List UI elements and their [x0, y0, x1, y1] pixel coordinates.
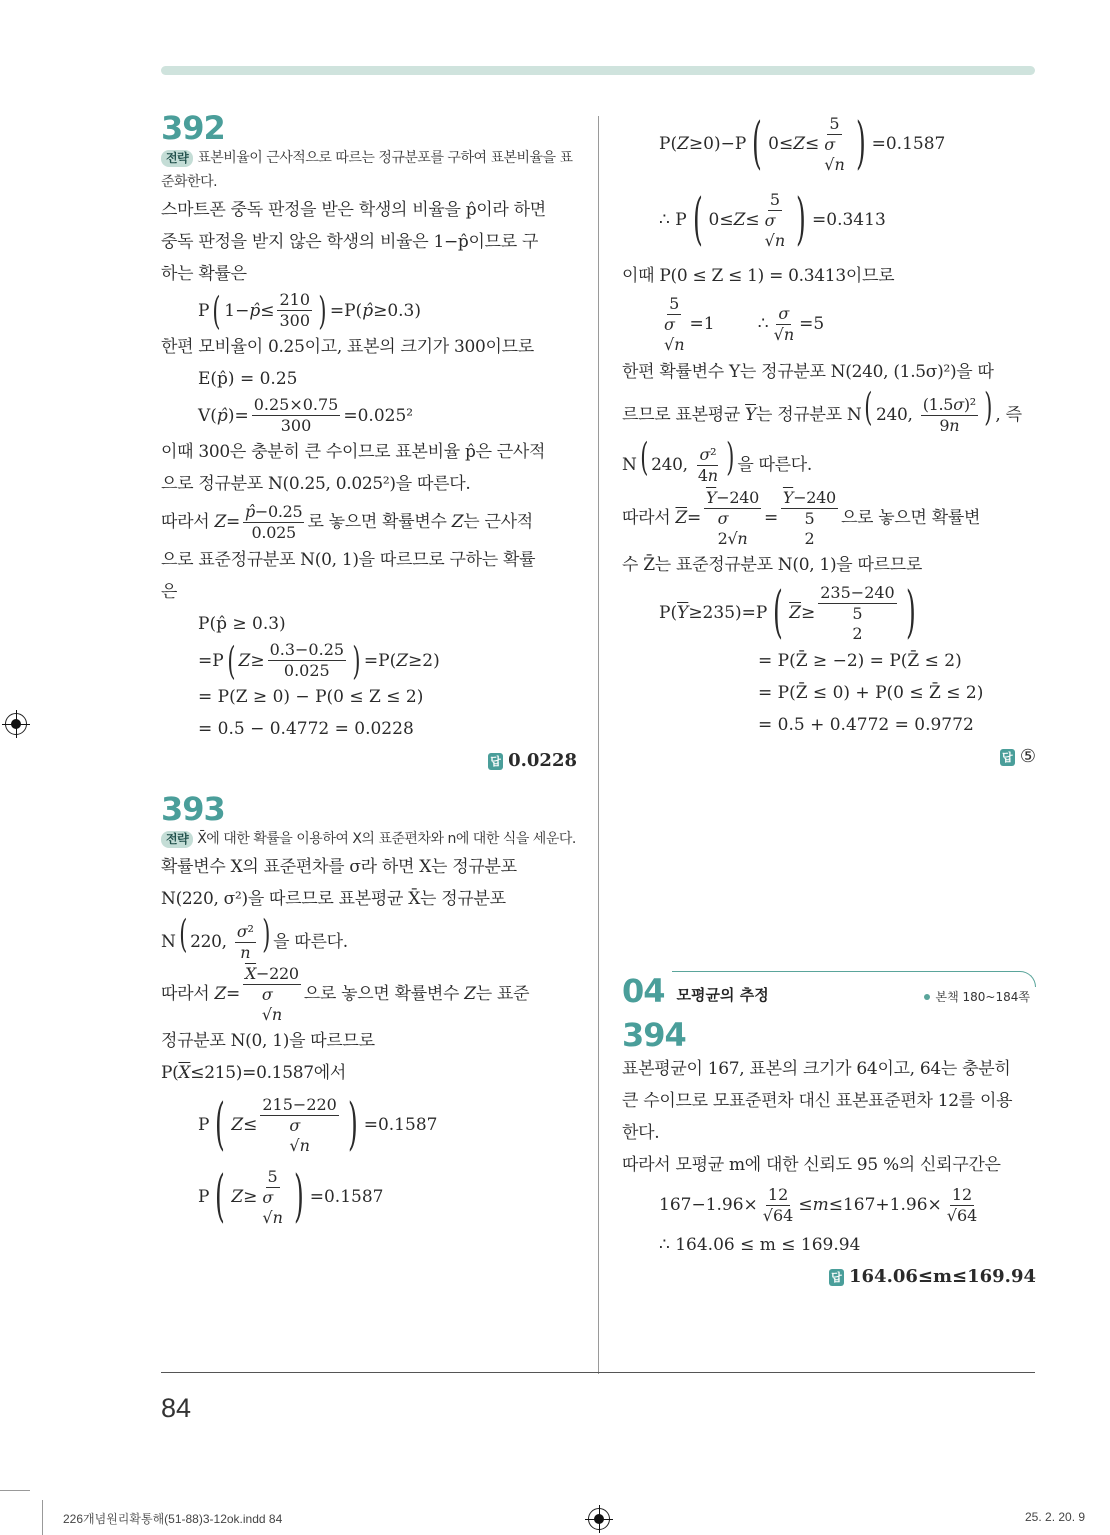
column-divider: [598, 116, 599, 1374]
problem-number-392: 392: [161, 109, 225, 147]
strategy-tag: 전략: [161, 150, 193, 167]
text-line: N( 240, $\frac{\text{σ²}}{4n}$ ) 을 따른다.: [622, 435, 813, 485]
crop-mark: [42, 1500, 43, 1535]
text-line: 확률변수 X의 표준편차를 σ라 하면 X는 정규분포: [161, 857, 517, 877]
strategy-392: [161, 146, 577, 194]
registration-mark-icon: [5, 713, 27, 735]
bullet-icon: [924, 994, 930, 1000]
file-slug: 226개념원리확통해(51-88)3-12ok.indd 84: [63, 1512, 283, 1526]
equation: P( Z ≥0)−P ( 0≤ Z ≤ 5 σ √n ) =0.1587: [659, 111, 946, 176]
equation: V( p̂ )= $\frac{0.25\times 0.75}{300}$ =0.025²: [198, 395, 414, 435]
equation: = 0.5 − 0.4772 = 0.0228: [198, 719, 414, 739]
equation: P ( Z ≥ 5 σ √n ) =0.1587: [198, 1164, 384, 1229]
section-header-rule: [672, 971, 1036, 987]
text-line: 으로 정규분포 N(0.25, 0.025²)을 따른다.: [161, 474, 471, 494]
equation: P ( 1− p̂ ≤ $\frac{210}{300}$ ) =P( p̂ ≥0.3): [198, 288, 421, 333]
text-line: 따라서 모평균 m에 대한 신뢰도 95 %의 신뢰구간은: [622, 1155, 1001, 1175]
text-line: N(220, σ²)을 따르므로 표본평균 X̄는 정규분포: [161, 889, 506, 909]
text-line: 표본평균이 167, 표본의 크기가 64이고, 64는 충분히: [622, 1059, 1011, 1079]
answer-icon: 답: [829, 1269, 844, 1286]
text-line: 은: [161, 582, 178, 602]
crop-mark: [0, 1490, 30, 1491]
equation: P(p̂ ≥ 0.3): [198, 614, 286, 634]
text-line: 스마트폰 중독 판정을 받은 학생의 비율을 p̂이라 하면: [161, 200, 546, 220]
equation: ∴ P ( 0≤ Z ≤ 5 σ √n ) =0.3413: [659, 187, 886, 252]
equation: = P(Z ≥ 0) − P(0 ≤ Z ≤ 2): [198, 687, 424, 707]
equation: = 0.5 + 0.4772 = 0.9772: [758, 715, 974, 735]
equation: ∴ 164.06 ≤ m ≤ 169.94: [659, 1235, 861, 1255]
text-line: N( 220, $\frac{\text{σ²}}{n}$ ) 을 따른다.: [161, 912, 348, 962]
section-header: [622, 969, 1036, 1009]
page-number: 84: [161, 1393, 192, 1423]
right-column: [622, 108, 1036, 1293]
text-line: 수 Z̄는 표준정규분포 N(0, 1)을 따르므로: [622, 555, 922, 575]
text-line: 이때 300은 충분히 큰 수이므로 표본비율 p̂은 근사적: [161, 442, 546, 462]
text-line: 따라서 $\overline{Z}=$ $\overline{Y}-240$ σ 2√n = $\overline{Y}-240$ 5 2 으로 놓으면 확률변: [622, 488, 981, 548]
text-line: 한편 모비율이 0.25이고, 표본의 크기가 300이므로: [161, 337, 534, 357]
equation: P( $\overline{Y}$ ≥235)=P ( $\overline{Z}$ ≥ 235−240 5 2 ): [659, 580, 916, 645]
text-line: 르므로 표본평균 $\overline{Y}$는 정규분포 N( 240, $\frac{\text{(1.5σ)²}}{9n}$ ) , 즉: [622, 385, 1022, 435]
answer-icon: 답: [488, 753, 503, 770]
answer-icon: 답: [1000, 749, 1015, 766]
strategy-text: 표본비율이 근사적으로 따르는 정규분포를 구하여 표본비율을 표준화한다.: [161, 150, 573, 190]
text-line: 중독 판정을 받지 않은 학생의 비율은 1−p̂이므로 구: [161, 232, 539, 252]
equation: = P(Z̄ ≤ 0) + P(0 ≤ Z̄ ≤ 2): [758, 683, 984, 703]
problem-number-393: 393: [161, 790, 225, 828]
date-slug: 25. 2. 20. 9: [1025, 1510, 1086, 1524]
registration-mark-icon: [588, 1508, 610, 1530]
header-decor-bar: [161, 66, 1035, 75]
equation: E(p̂) = 0.25: [198, 369, 298, 389]
equation: P ( Z ≤ 215−220 σ √n ) =0.1587: [198, 1092, 438, 1157]
left-column: [161, 110, 577, 1233]
answer-value: 0.0228: [508, 750, 577, 771]
answer-394: [622, 1261, 1036, 1293]
equation: 5 σ √n =1 ∴ $\frac{\sigma}{√n}$ =5: [664, 293, 825, 354]
section-title: 모평균의 추정: [676, 986, 769, 1004]
text-line: 따라서 Z= $\overline{X}-220$ σ √n 으로 놓으면 확률변수 Z는 표준: [161, 964, 530, 1024]
text-line: 큰 수이므로 모표준편차 대신 표본표준편차 12를 이용: [622, 1091, 1013, 1111]
equation: 167−1.96× $\frac{12}{√64}$ ≤ m ≤167+1.96× $\frac{12}{√64}$: [659, 1184, 978, 1225]
text-line: $P(\overline{X}\le 215)=0.1587$에서: [161, 1063, 346, 1083]
problem-number-394: 394: [622, 1016, 686, 1054]
footer-rule: [161, 1372, 1035, 1373]
text-line: 한편 확률변수 Y는 정규분포 N(240, (1.5σ)²)을 따: [622, 362, 994, 382]
answer-393: [622, 741, 1036, 773]
text-line: 정규분포 N(0, 1)을 따르므로: [161, 1031, 375, 1051]
answer-value: 164.06≤m≤169.94: [849, 1266, 1036, 1287]
strategy-393: [161, 827, 577, 851]
section-ref-text: 본책 180~184쪽: [935, 990, 1030, 1004]
text-line: 따라서 Z= $\frac{p̂-0.25}{0.025}$ 로 놓으면 확률변수 Z는 근사적: [161, 502, 533, 542]
equation: = P(Z̄ ≥ −2) = P(Z̄ ≤ 2): [758, 651, 962, 671]
section-ref: [924, 988, 1030, 1005]
text-line: 한다.: [622, 1123, 660, 1143]
section-number: 04: [622, 972, 665, 1010]
text-line: 이때 P(0 ≤ Z ≤ 1) = 0.3413이므로: [622, 266, 895, 286]
equation: =P ( Z ≥ $\frac{0.3-0.25}{0.025}$ ) =P( Z ≥2): [198, 638, 440, 683]
answer-value: ⑤: [1019, 746, 1036, 767]
text-line: 하는 확률은: [161, 264, 247, 284]
strategy-tag: 전략: [161, 831, 193, 848]
answer-392: [161, 745, 577, 777]
text-line: 으로 표준정규분포 N(0, 1)을 따르므로 구하는 확률: [161, 550, 536, 570]
strategy-text: X̄에 대한 확률을 이용하여 X의 표준편차와 n에 대한 식을 세운다.: [197, 831, 576, 847]
